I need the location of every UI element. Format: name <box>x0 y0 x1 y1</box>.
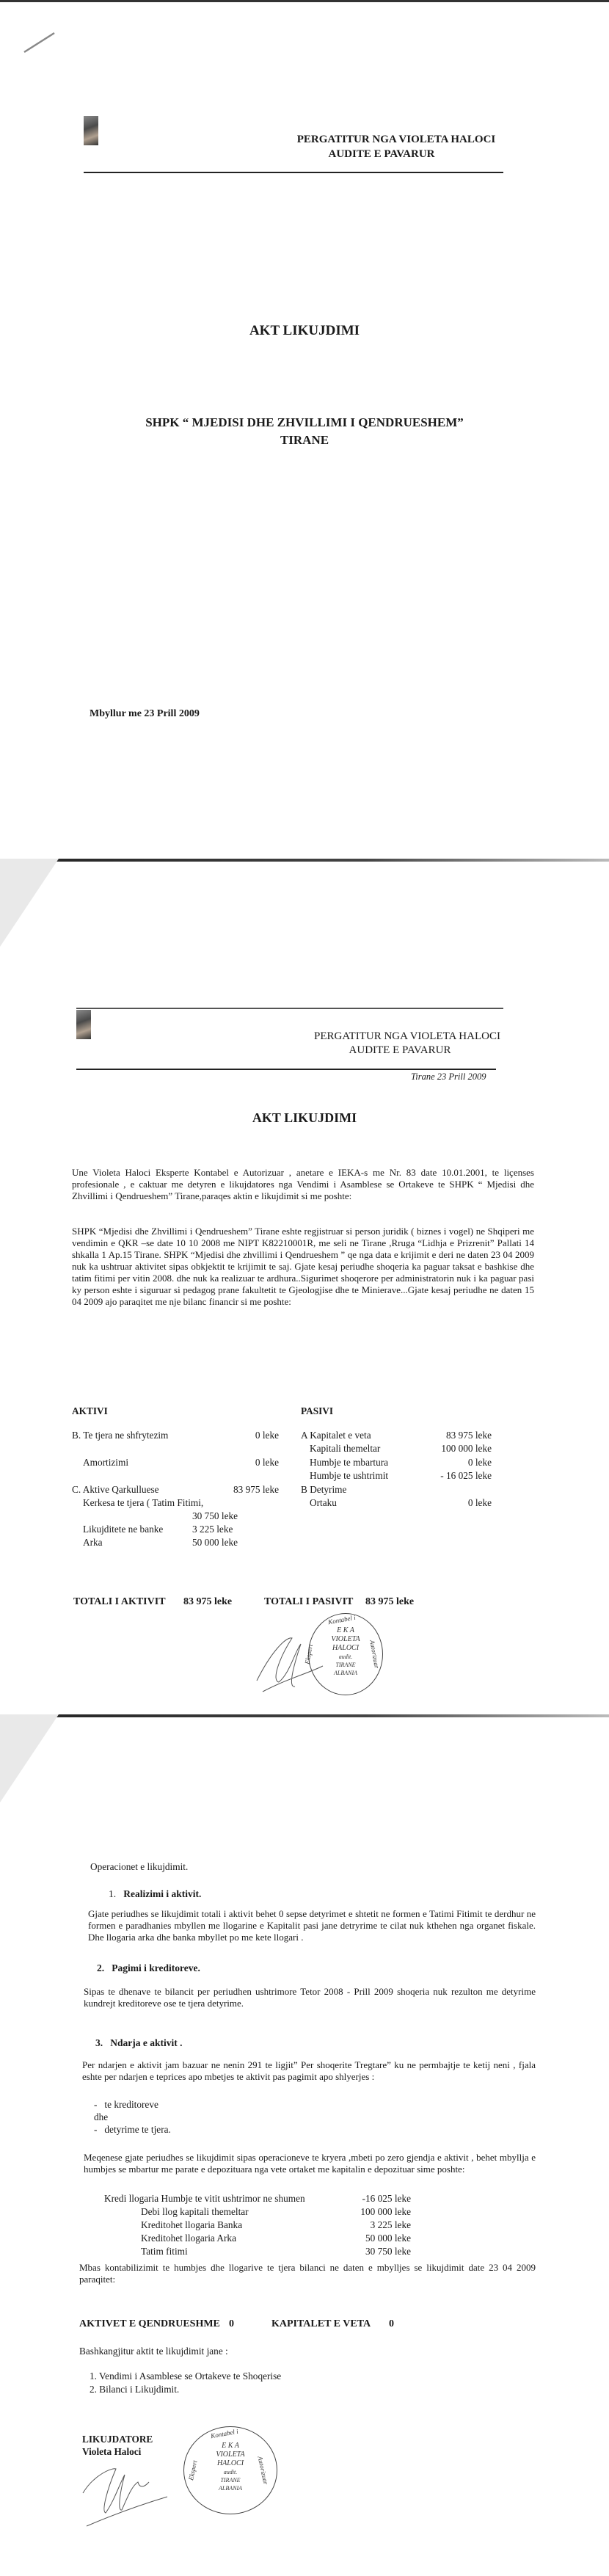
section-heading <box>95 2037 183 2049</box>
entry-value: 30 750 leke <box>365 2246 411 2257</box>
header-role: AUDITE E PAVARUR <box>349 1044 451 1056</box>
pasivi-value: 83 975 leke <box>445 1430 492 1441</box>
section-number: 2. <box>97 1962 105 1973</box>
header-rule <box>84 172 503 173</box>
pen-mark-icon <box>22 30 59 59</box>
pasivi-heading: PASIVI <box>301 1405 334 1416</box>
total-pasivit-label: TOTALI I PASIVIT <box>264 1596 354 1607</box>
stamp-line: ALBANIA <box>219 2485 242 2492</box>
pasivi-value: 100 000 leke <box>441 1443 492 1454</box>
section-text: Sipas te dhenave te bilancit per periudhen ushtrimore Tetor 2008 - Prill 2009 shoqeria nuk rezulton me detyrime kundrejt kreditoreve ose te tjera detyrime. <box>84 1986 536 2009</box>
stamp-line: audit. <box>223 2469 238 2475</box>
operations-intro: Operacionet e likujdimit. <box>90 1861 189 1872</box>
aktivi-value: 50 000 leke <box>192 1537 238 1548</box>
entry-label: Kreditohet llogaria Banka <box>141 2219 243 2230</box>
official-stamp <box>183 2426 277 2514</box>
entry-value: 50 000 leke <box>365 2233 411 2244</box>
stamp-line: TIRANE <box>335 1662 356 1668</box>
entry-value: -16 025 leke <box>362 2193 411 2204</box>
aktivi-value: 0 leke <box>255 1457 279 1468</box>
entry-label: Tatim fitimi <box>141 2246 188 2257</box>
stamp-ring-right: Autorizuar <box>368 1639 381 1670</box>
page-edge <box>0 1714 609 1717</box>
cover-company: SHPK “ MJEDISI DHE ZHVILLIMI I QENDRUESHEM” <box>145 415 464 429</box>
act-title: AKT LIKUJDIMI <box>252 1110 357 1125</box>
stamp-ring-left: Ekspert <box>303 1643 315 1665</box>
bullet-text: te kreditoreve <box>104 2099 158 2110</box>
stamp-line: VIOLETA <box>216 2451 245 2459</box>
bullet-item: - detyrime te tjera. <box>94 2124 171 2135</box>
bullet-item: - te kreditoreve <box>94 2099 158 2110</box>
act-page <box>0 859 609 1714</box>
final-aktiv-value: 0 <box>229 2318 234 2329</box>
signature-icon <box>79 2460 175 2533</box>
signer-name: Violeta Haloci <box>82 2446 142 2457</box>
page-fold <box>0 1714 59 1802</box>
pasivi-value: 0 leke <box>467 1457 492 1468</box>
closing-paragraph: Meqenese gjate periudhes se likujdimit sipas operacioneve te kryera ,mbeti po zero gjendja e aktivit , behet mbyllja e humbjes se mbartur me parate e depozituara nga vete ortaket me kapitalin e depozituar sime poshte: <box>84 2152 536 2175</box>
aktivi-label: Likujditete ne banke <box>83 1524 164 1535</box>
after-entries-text: Mbas kontabilizimit te humbjes dhe llogarive te tjera bilanci ne daten e mbylljes se likujdimit date 23 04 2009 paraqitet: <box>79 2262 536 2285</box>
company-logo <box>84 116 98 145</box>
entry-label: Kredi llogaria Humbje te vitit ushtrimor ne shumen <box>104 2193 305 2204</box>
page-edge <box>0 859 609 862</box>
signature-icon <box>249 1622 330 1703</box>
stamp-line: E K A <box>222 2442 239 2450</box>
page-fold <box>0 859 59 947</box>
stamp-ring-left: Ekspert <box>187 2459 199 2481</box>
aktivi-label: C. Aktive Qarkulluese <box>72 1484 159 1495</box>
aktivi-label: Arka <box>83 1537 103 1548</box>
pasivi-label: Humbje te ushtrimit <box>310 1470 389 1481</box>
aktivi-label: Amortizimi <box>83 1457 129 1468</box>
entry-label: Kreditohet llogaria Arka <box>141 2233 236 2244</box>
bleed-rule <box>76 1008 503 1009</box>
attachment-item: 1. Vendimi i Asamblese se Ortakeve te Shoqerise <box>90 2371 282 2382</box>
attachments-intro: Bashkangjitur aktit te likujdimit jane : <box>79 2346 228 2357</box>
entry-value: 100 000 leke <box>360 2206 411 2217</box>
section-number: 3. <box>95 2037 103 2048</box>
aktivi-value: 83 975 leke <box>233 1484 279 1495</box>
aktivi-value: 30 750 leke <box>192 1510 238 1521</box>
aktivi-label: B. Te tjera ne shfrytezim <box>72 1430 169 1441</box>
bullet-joiner: dhe <box>94 2111 109 2122</box>
total-pasivit-value: 83 975 leke <box>365 1596 415 1607</box>
cover-city: TIRANE <box>280 433 329 447</box>
stamp-ring-top: Kontabel i <box>210 2427 239 2440</box>
aktivi-value: 3 225 leke <box>192 1524 233 1535</box>
aktivi-label: Kerkesa te tjera ( Tatim Fitimi, <box>83 1497 204 1508</box>
section-title: Realizimi i aktivit. <box>123 1888 202 1899</box>
stamp-ring-right: Autorizuar <box>256 2455 270 2486</box>
stamp-line: VIOLETA <box>331 1635 360 1643</box>
section-title: Pagimi i kreditoreve. <box>112 1962 200 1973</box>
operations-page <box>0 1714 609 2576</box>
aktivi-heading: AKTIVI <box>72 1405 108 1416</box>
section-heading <box>97 1962 200 1974</box>
stamp-line: TIRANE <box>220 2477 241 2484</box>
final-kapital-label: KAPITALET E VETA <box>271 2318 371 2329</box>
stamp-line: HALOCI <box>332 1644 360 1652</box>
pasivi-label: Kapitali themeltar <box>310 1443 381 1454</box>
pasivi-label: A Kapitalet e veta <box>301 1430 371 1441</box>
pasivi-value: - 16 025 leke <box>440 1470 492 1481</box>
entry-label: Debi llog kapitali themeltar <box>141 2206 249 2217</box>
bullet-text: detyrime te tjera. <box>104 2124 171 2135</box>
attachment-item: 2. Bilanci i Likujdimit. <box>90 2384 180 2395</box>
intro-paragraph: Une Violeta Haloci Eksperte Kontabel e Autorizuar , anetare e IEKA-s me Nr. 83 date 10.01.2001, te liçenses profesionale , e caktuar me detyren e likujdatores nga Vendimi i Asamblese se Ortakeve te SHPK “ Mjedisi dhe Zhvillimi i Qendrueshem” Tirane,paraqes aktin e likujdimit si me poshte: <box>72 1167 534 1201</box>
section-heading <box>109 1888 201 1900</box>
stamp-line: HALOCI <box>216 2459 244 2467</box>
stamp-line: ALBANIA <box>334 1670 357 1676</box>
company-paragraph: SHPK “Mjedisi dhe Zhvillimi i Qendrueshem” Tirane eshte regjistruar si person juridik ( biznes i vogel) ne Shqiperi me vendimin e QKR –se date 10 10 2008 me NIPT K82210001R, me seli ne Tirane ,Rruga “Lidhja e Prizrenit” Pallati 14 shkalla 1 Ap.15 Tirane. SHPK “Mjedisi dhe zhvillimi i Qendrueshem ” qe nga data e krijimit e deri ne daten 23 04 2009 nuk ka ushtruar aktivitet sipas obkjektit te krijimit te saj. Gjate kesaj periudhe shoqeria ka paguar taksat e bashkise dhe tatim fitimi per vitin 2008. dhe nuk ka realizuar te ardhura..Sigurimet shoqerore per administratorin nuk i ka paguar pasi ky person eshte i siguruar si pedagog prane fakultetit te Gjeologjise dhe te Minierave...Gjate kesaj periudhe ne daten 15 04 2009 ajo paraqitet me nje bilanc financir si me poshte: <box>72 1226 534 1307</box>
company-logo <box>76 1010 91 1039</box>
header-role: AUDITE E PAVARUR <box>328 148 435 160</box>
header-rule <box>76 1069 496 1070</box>
final-kapital-value: 0 <box>389 2318 394 2329</box>
header-prepared-by: PERGATITUR NGA VIOLETA HALOCI <box>314 1030 500 1042</box>
entry-value: 3 225 leke <box>370 2219 411 2230</box>
stamp-ring-top: Kontabel i <box>327 1613 357 1626</box>
pasivi-label: Humbje te mbartura <box>310 1457 389 1468</box>
pasivi-value: 0 leke <box>467 1497 492 1508</box>
closed-date: Mbyllur me 23 Prill 2009 <box>90 708 200 719</box>
section-number: 1. <box>109 1888 117 1899</box>
stamp-line: E K A <box>337 1626 354 1634</box>
section-text: Per ndarjen e aktivit jam bazuar ne nenin 291 te ligjit” Per shoqerite Tregtare” ku ne permbajtje te ketij neni , fjala eshte per ndarjen e teprices apo mbetjes te aktivit pas pagimit apo shlyerjes : <box>82 2059 536 2082</box>
total-aktivit-label: TOTALI I AKTIVIT <box>73 1596 166 1607</box>
pasivi-label: Ortaku <box>310 1497 337 1508</box>
header-prepared-by: PERGATITUR NGA VIOLETA HALOCI <box>296 134 496 145</box>
cover-title: AKT LIKUJDIMI <box>249 323 360 338</box>
total-aktivit-value: 83 975 leke <box>183 1596 233 1607</box>
cover-page <box>0 0 609 861</box>
section-title: Ndarja e aktivit . <box>110 2037 183 2048</box>
section-text: Gjate periudhes se likujdimit totali i aktivit behet 0 sepse detyrimet e shtetit ne formen e Tatimi Fitimit te derdhur ne formen e paradhanies mbyllen me llogarine e Kapitalit pasi jane detryrime te cilat nuk kthehen nga organet fiskale. Dhe llogaria arka dhe banka mbyllet po me kete llogari . <box>88 1908 536 1943</box>
signer-role: LIKUJDATORE <box>82 2434 153 2445</box>
aktivi-value: 0 leke <box>255 1430 279 1441</box>
pasivi-label: B Detyrime <box>301 1484 347 1495</box>
place-date: Tirane 23 Prill 2009 <box>411 1071 486 1082</box>
final-aktiv-label: AKTIVET E QENDRUESHME <box>79 2318 220 2329</box>
stamp-line: audit. <box>338 1653 353 1660</box>
